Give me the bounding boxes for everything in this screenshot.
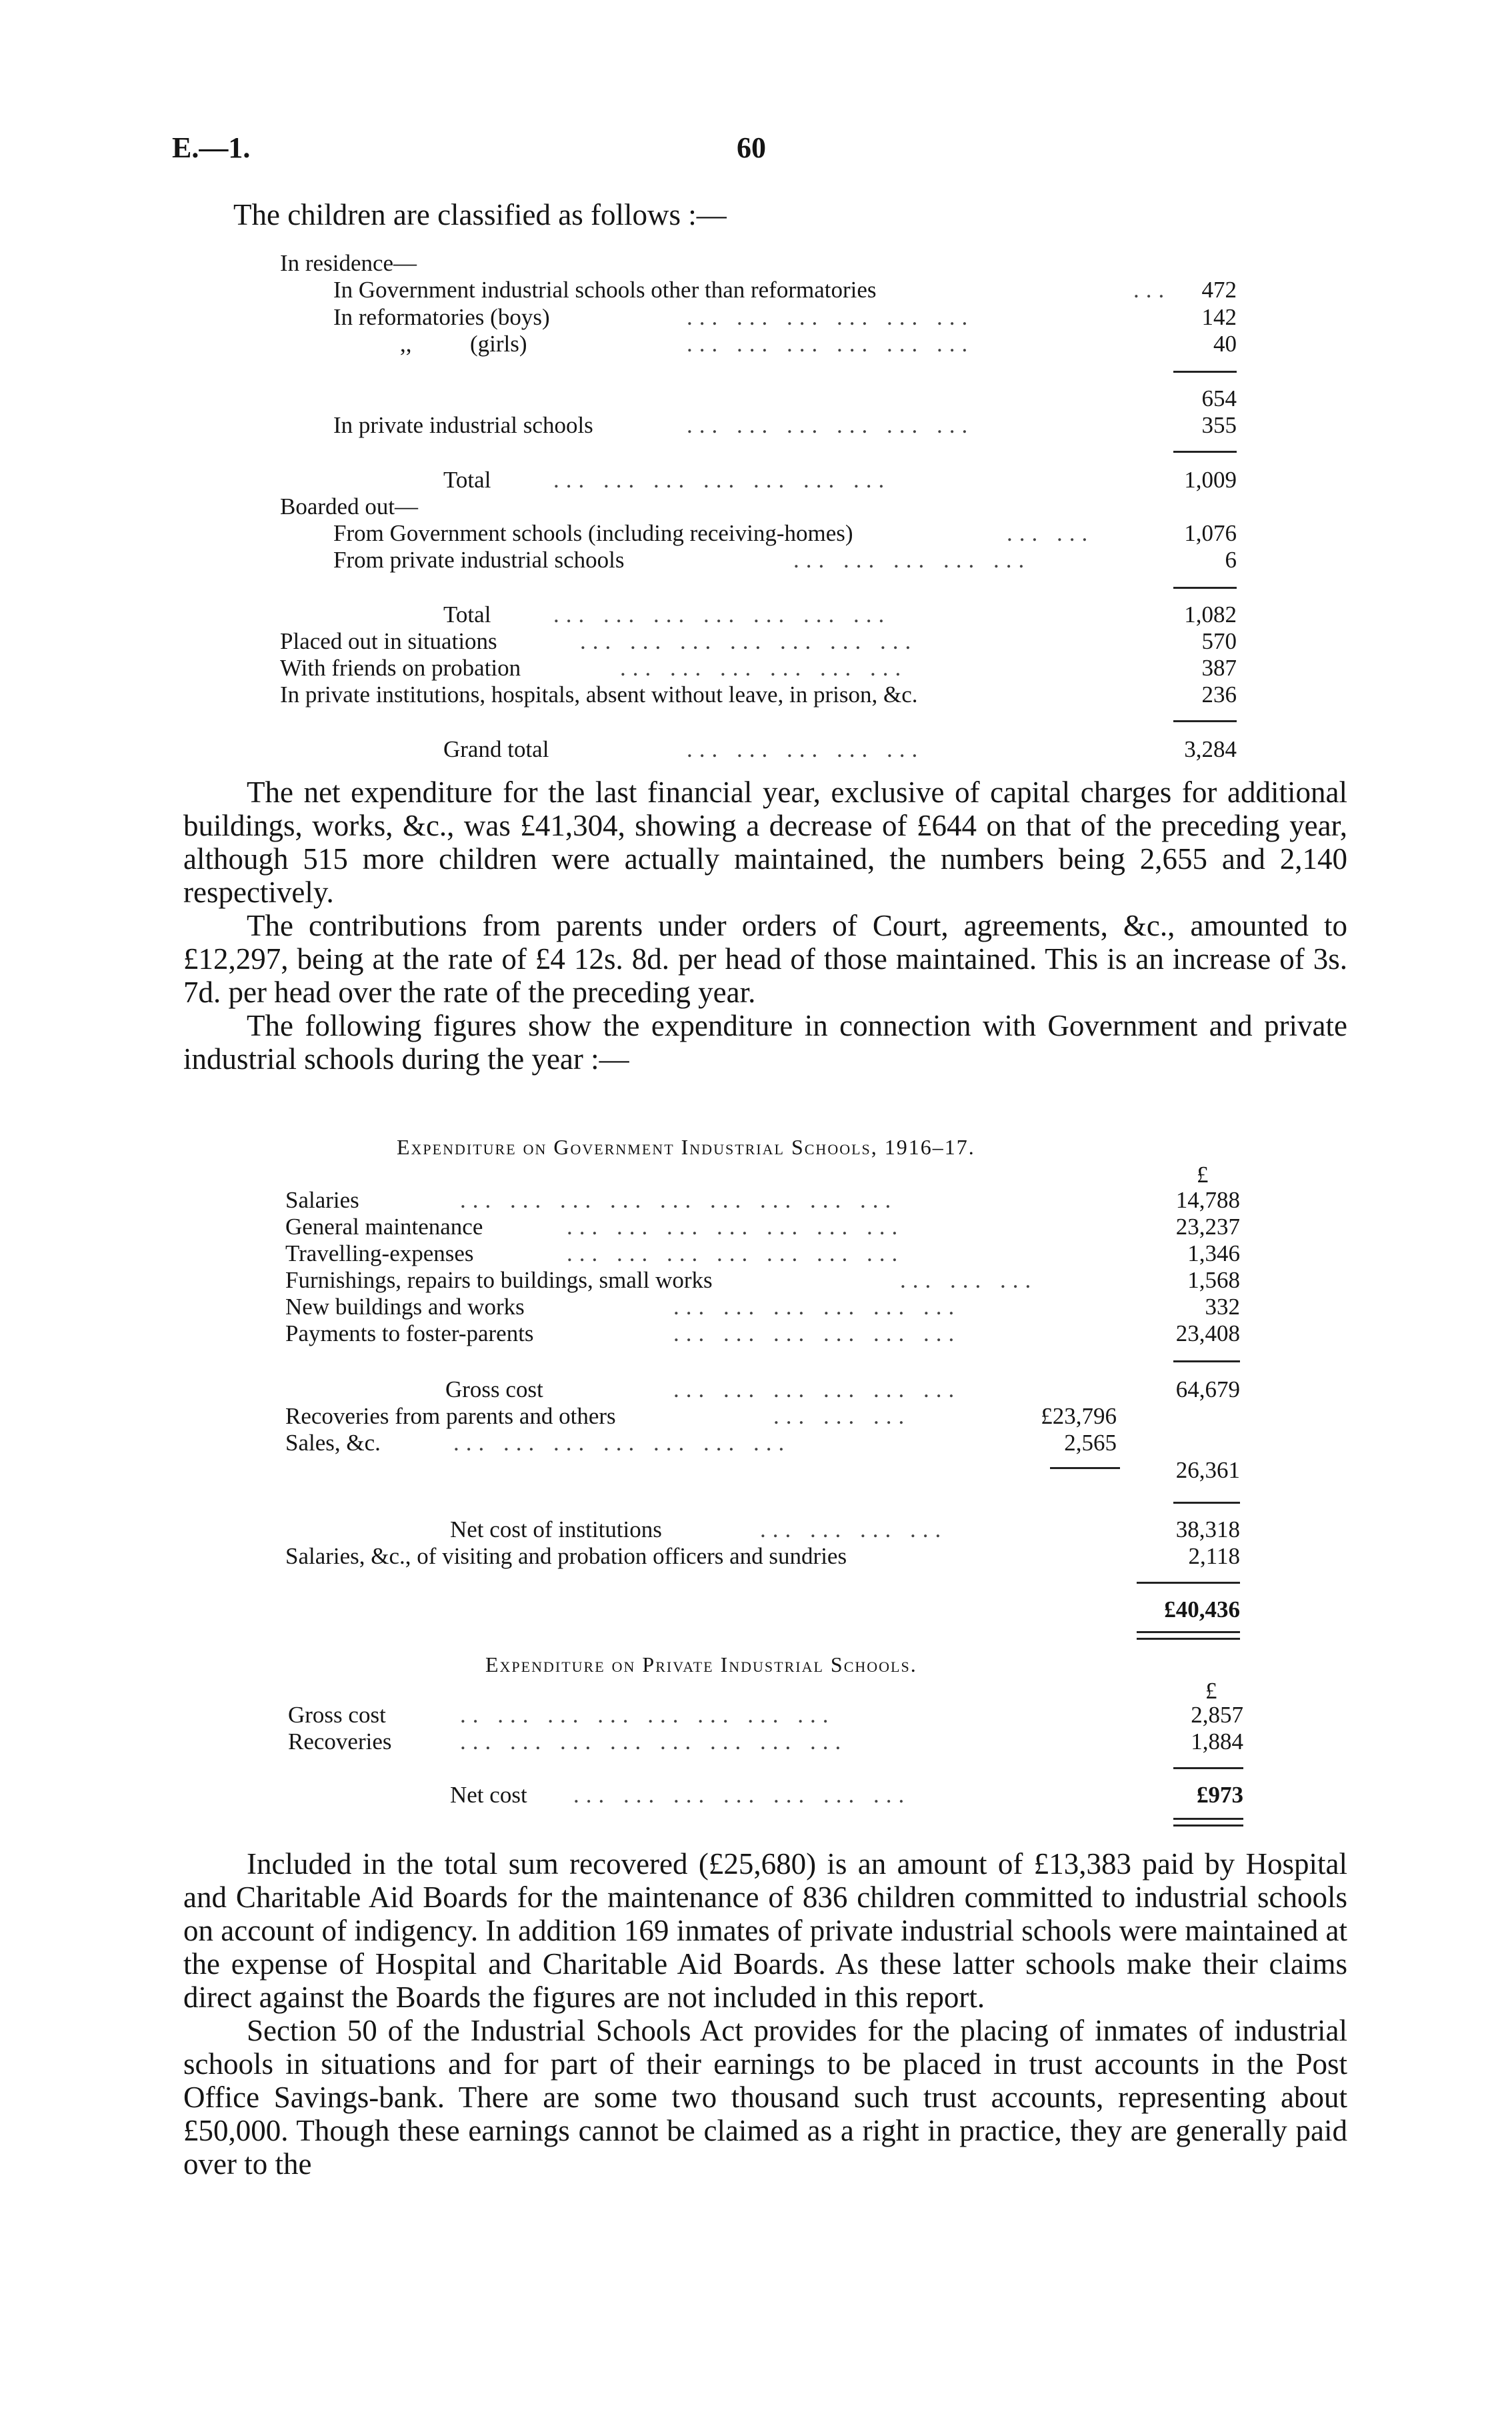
in-residence-label: In residence— [280, 250, 417, 276]
leader-dots: ... ... ... ... ... ... [687, 304, 975, 330]
paragraph: The contributions from parents under orders of Court, agreements, &c., amounted to £12,297, being at the rate of £4 12s. 8d. per head of those maintained. This is an increase of 3s. 7d. per head over the rate of the preceding year. [183, 909, 1347, 1009]
leader-dots: ... ... ... ... ... ... ... [453, 1430, 791, 1456]
double-rule [1173, 1818, 1243, 1820]
class-row-value: 40 [1213, 331, 1237, 357]
class-row-value: 387 [1201, 655, 1237, 681]
govt-row-value: 23,237 [1175, 1214, 1240, 1240]
private-table-title: Expenditure on Private Industrial Schools. [485, 1652, 917, 1676]
govt-row-label: Salaries [285, 1187, 359, 1213]
private-net-value: £973 [1197, 1782, 1243, 1808]
class-row-value: 1,082 [1184, 601, 1237, 628]
net-cost-value: 38,318 [1175, 1516, 1240, 1542]
subtotal-rule [1137, 1582, 1240, 1584]
leader-dots: ... ... ... ... ... ... [687, 331, 975, 357]
class-row-value: 472 [1201, 277, 1237, 303]
subtotal-rule [1173, 720, 1237, 722]
class-row-value: 1,009 [1184, 467, 1237, 493]
govt-row-value: 23,408 [1175, 1320, 1240, 1346]
grand-total-label: Grand total [443, 736, 549, 762]
classification-intro: The children are classified as follows :— [233, 198, 727, 231]
page-ref: E.—1. [172, 131, 251, 164]
leader-dots: ... [1133, 277, 1171, 303]
currency-symbol: £ [1205, 1678, 1217, 1704]
gross-cost-label: Gross cost [445, 1376, 543, 1402]
paragraph: Included in the total sum recovered (£25,680) is an amount of £13,383 paid by Hospital and Charitable Aid Boards for the maintenance of 836 children committed to industrial schools on account of indigency. In addition 169 inmates of private industrial schools were maintained at the expense of Hospital and Charitable Aid Boards. As these latter schools make their claims direct against the Boards the figures are not included in this report. [183, 1847, 1347, 2014]
leader-dots: ... ... ... [773, 1403, 911, 1429]
sales-label: Sales, &c. [285, 1430, 381, 1456]
subtotal-rule [1173, 371, 1237, 373]
subtotal-rule [1173, 587, 1237, 589]
class-row-label: Placed out in situations [280, 628, 497, 654]
leader-dots: ... ... ... ... ... ... ... [580, 628, 918, 654]
leader-dots: ... ... ... [900, 1267, 1038, 1293]
class-row-label: With friends on probation [280, 655, 521, 681]
govt-row-label: Payments to foster-parents [285, 1320, 534, 1346]
class-row-label: From private industrial schools [333, 547, 625, 573]
class-row-label: In private industrial schools [333, 412, 593, 438]
govt-row-value: 14,788 [1175, 1187, 1240, 1213]
class-row-value: 3,284 [1184, 736, 1237, 762]
salaries-visiting-label: Salaries, &c., of visiting and probation officers and sundries [285, 1543, 847, 1569]
leader-dots: ... ... ... ... [760, 1516, 948, 1542]
govt-row-value: 1,568 [1187, 1267, 1240, 1293]
salaries-visiting-value: 2,118 [1188, 1543, 1240, 1569]
class-row-value: 570 [1201, 628, 1237, 654]
class-row-label: In reformatories (boys) [333, 304, 550, 330]
leader-dots: ... ... ... ... ... ... ... ... ... [460, 1187, 898, 1213]
class-row-label: In Government industrial schools other than reformatories [333, 277, 877, 303]
leader-dots: ... ... ... ... ... ... ... [567, 1214, 905, 1240]
subtotal-rule [1173, 1360, 1240, 1362]
class-row-value: 236 [1201, 682, 1237, 708]
leader-dots: ... ... ... ... ... ... ... [553, 601, 891, 628]
class-row-value: 355 [1201, 412, 1237, 438]
leader-dots: ... ... ... ... ... ... [673, 1294, 961, 1320]
gross-cost-value: 64,679 [1175, 1376, 1240, 1402]
deduction-rule [1050, 1467, 1120, 1469]
govt-row-label: Travelling-expenses [285, 1240, 474, 1266]
leader-dots: ... ... ... ... ... ... ... [553, 467, 891, 493]
govt-row-value: 1,346 [1187, 1240, 1240, 1266]
net-cost-label: Net cost of institutions [450, 1516, 662, 1542]
govt-table-title: Expenditure on Government Industrial Schools, 1916–17. [397, 1135, 975, 1159]
currency-symbol: £ [1197, 1162, 1209, 1188]
leader-dots: ... ... ... ... ... ... [687, 412, 975, 438]
class-row-label: ,, (girls) [400, 331, 527, 357]
leader-dots: ... ... ... ... ... ... ... [573, 1782, 911, 1808]
class-total-label: Total [443, 601, 491, 628]
govt-row-value: 332 [1205, 1294, 1240, 1320]
grand-cost-value: £40,436 [1164, 1596, 1240, 1622]
leader-dots: ... ... [1007, 520, 1095, 546]
class-row-label: In private institutions, hospitals, absent without leave, in prison, &c. [280, 682, 918, 708]
leader-dots: ... ... ... ... ... ... ... ... [460, 1728, 848, 1754]
double-rule [1137, 1631, 1240, 1633]
govt-row-label: New buildings and works [285, 1294, 525, 1320]
subtotal-rule [1173, 451, 1237, 453]
class-row-value: 142 [1201, 304, 1237, 330]
leader-dots: ... ... ... ... ... ... [673, 1376, 961, 1402]
leader-dots: ... ... ... ... ... ... ... [567, 1240, 905, 1266]
subtotal-rule [1173, 1767, 1243, 1769]
page-number: 60 [737, 131, 766, 164]
recoveries-label: Recoveries from parents and others [285, 1403, 616, 1429]
double-rule [1137, 1638, 1240, 1640]
govt-row-label: General maintenance [285, 1214, 483, 1240]
private-gross-label: Gross cost [288, 1702, 386, 1728]
class-total-label: Total [443, 467, 491, 493]
boarded-out-label: Boarded out— [280, 493, 419, 519]
class-row-label: From Government schools (including receiving-homes) [333, 520, 853, 546]
class-row-value: 1,076 [1184, 520, 1237, 546]
deductions-total: 26,361 [1175, 1457, 1240, 1483]
double-rule [1173, 1825, 1243, 1827]
private-gross-value: 2,857 [1191, 1702, 1243, 1728]
leader-dots: ... ... ... ... ... [687, 736, 925, 762]
recoveries-value: £23,796 [1041, 1403, 1117, 1429]
private-recoveries-label: Recoveries [288, 1728, 392, 1754]
leader-dots: ... ... ... ... ... ... [620, 655, 908, 681]
private-recoveries-value: 1,884 [1191, 1728, 1243, 1754]
closing-paragraphs [183, 1847, 1347, 2181]
leader-dots: ... ... ... ... ... ... [673, 1320, 961, 1346]
expenditure-paragraphs [183, 776, 1347, 1076]
leader-dots: ... ... ... ... ... [793, 547, 1031, 573]
class-row-value: 6 [1225, 547, 1237, 573]
paragraph: The following figures show the expenditure in connection with Government and private industrial schools during the year :— [183, 1009, 1347, 1076]
paragraph: Section 50 of the Industrial Schools Act provides for the placing of inmates of industrial schools in situations and for part of their earnings to be placed in trust accounts in the Post Office Savings-bank. There are some two thousand such trust accounts, representing about £50,000. Though these earnings cannot be claimed as a right in practice, they are generally paid over to the [183, 2014, 1347, 2181]
leader-dots: .. ... ... ... ... ... ... ... [460, 1702, 835, 1728]
govt-row-label: Furnishings, repairs to buildings, small works [285, 1267, 713, 1293]
subtotal-rule [1173, 1502, 1240, 1504]
sales-value: 2,565 [1064, 1430, 1117, 1456]
paragraph: The net expenditure for the last financial year, exclusive of capital charges for additional buildings, works, &c., was £41,304, showing a decrease of £644 on that of the preceding year, although 515 more children were actually maintained, the numbers being 2,655 and 2,140 respectively. [183, 776, 1347, 909]
private-net-label: Net cost [450, 1782, 527, 1808]
class-row-value: 654 [1201, 385, 1237, 411]
